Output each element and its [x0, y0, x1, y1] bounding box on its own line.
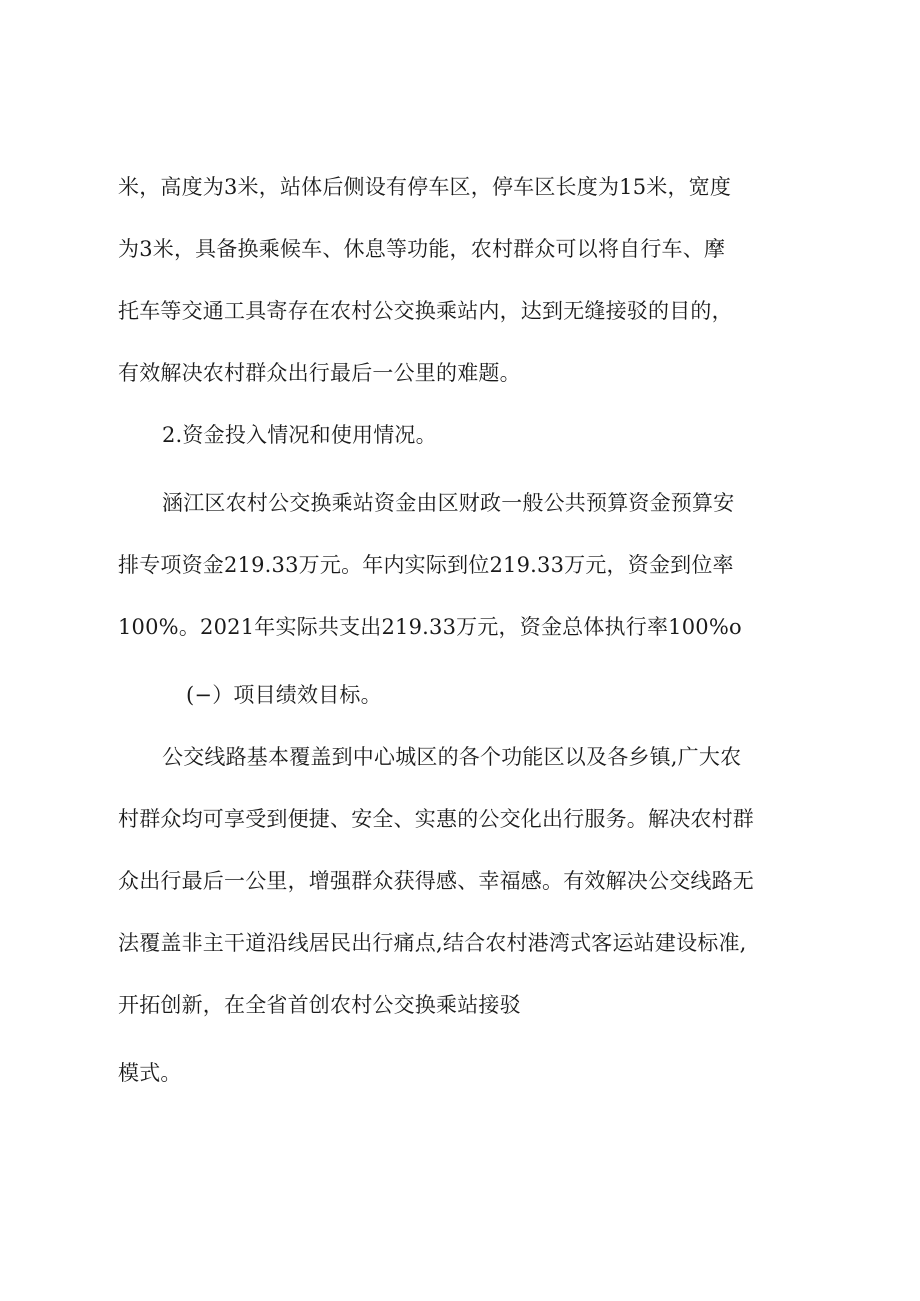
paragraph-line: 100%。2021年实际共支出219.33万元，资金总体执行率100%o — [118, 615, 742, 639]
paragraph-line: 公交线路基本覆盖到中心城区的各个功能区以及各乡镇,广大农 — [162, 745, 742, 769]
paragraph-line: 法覆盖非主干道沿线居民出行痛点,结合农村港湾式客运站建设标准, — [118, 931, 747, 955]
paragraph-line: 众出行最后一公里，增强群众获得感、幸福感。有效解决公交线路无 — [118, 869, 754, 893]
section-heading: 2.资金投入情况和使用情况。 — [162, 423, 437, 447]
paragraph-line: 开拓创新，在全省首创农村公交换乘站接驳 — [118, 993, 521, 1017]
paragraph-line: 托车等交通工具寄存在农村公交换乘站内，达到无缝接驳的目的， — [118, 299, 733, 323]
paragraph-line: 有效解决农村群众出行最后一公里的难题。 — [118, 361, 521, 385]
paragraph-line: 模式。 — [118, 1061, 182, 1085]
section-heading: (−）项目绩效目标。 — [186, 683, 382, 707]
paragraph-line: 排专项资金219.33万元。年内实际到位219.33万元，资金到位率 — [118, 553, 734, 577]
paragraph-line: 涵江区农村公交换乘站资金由区财政一般公共预算资金预算安 — [162, 491, 735, 515]
paragraph-line: 为3米，具备换乘候车、休息等功能，农村群众可以将自行车、摩 — [118, 237, 726, 261]
paragraph-line: 米，高度为3米，站体后侧设有停车区，停车区长度为15米，宽度 — [118, 175, 732, 199]
paragraph-line: 村群众均可享受到便捷、安全、实惠的公交化出行服务。解决农村群 — [118, 807, 754, 831]
